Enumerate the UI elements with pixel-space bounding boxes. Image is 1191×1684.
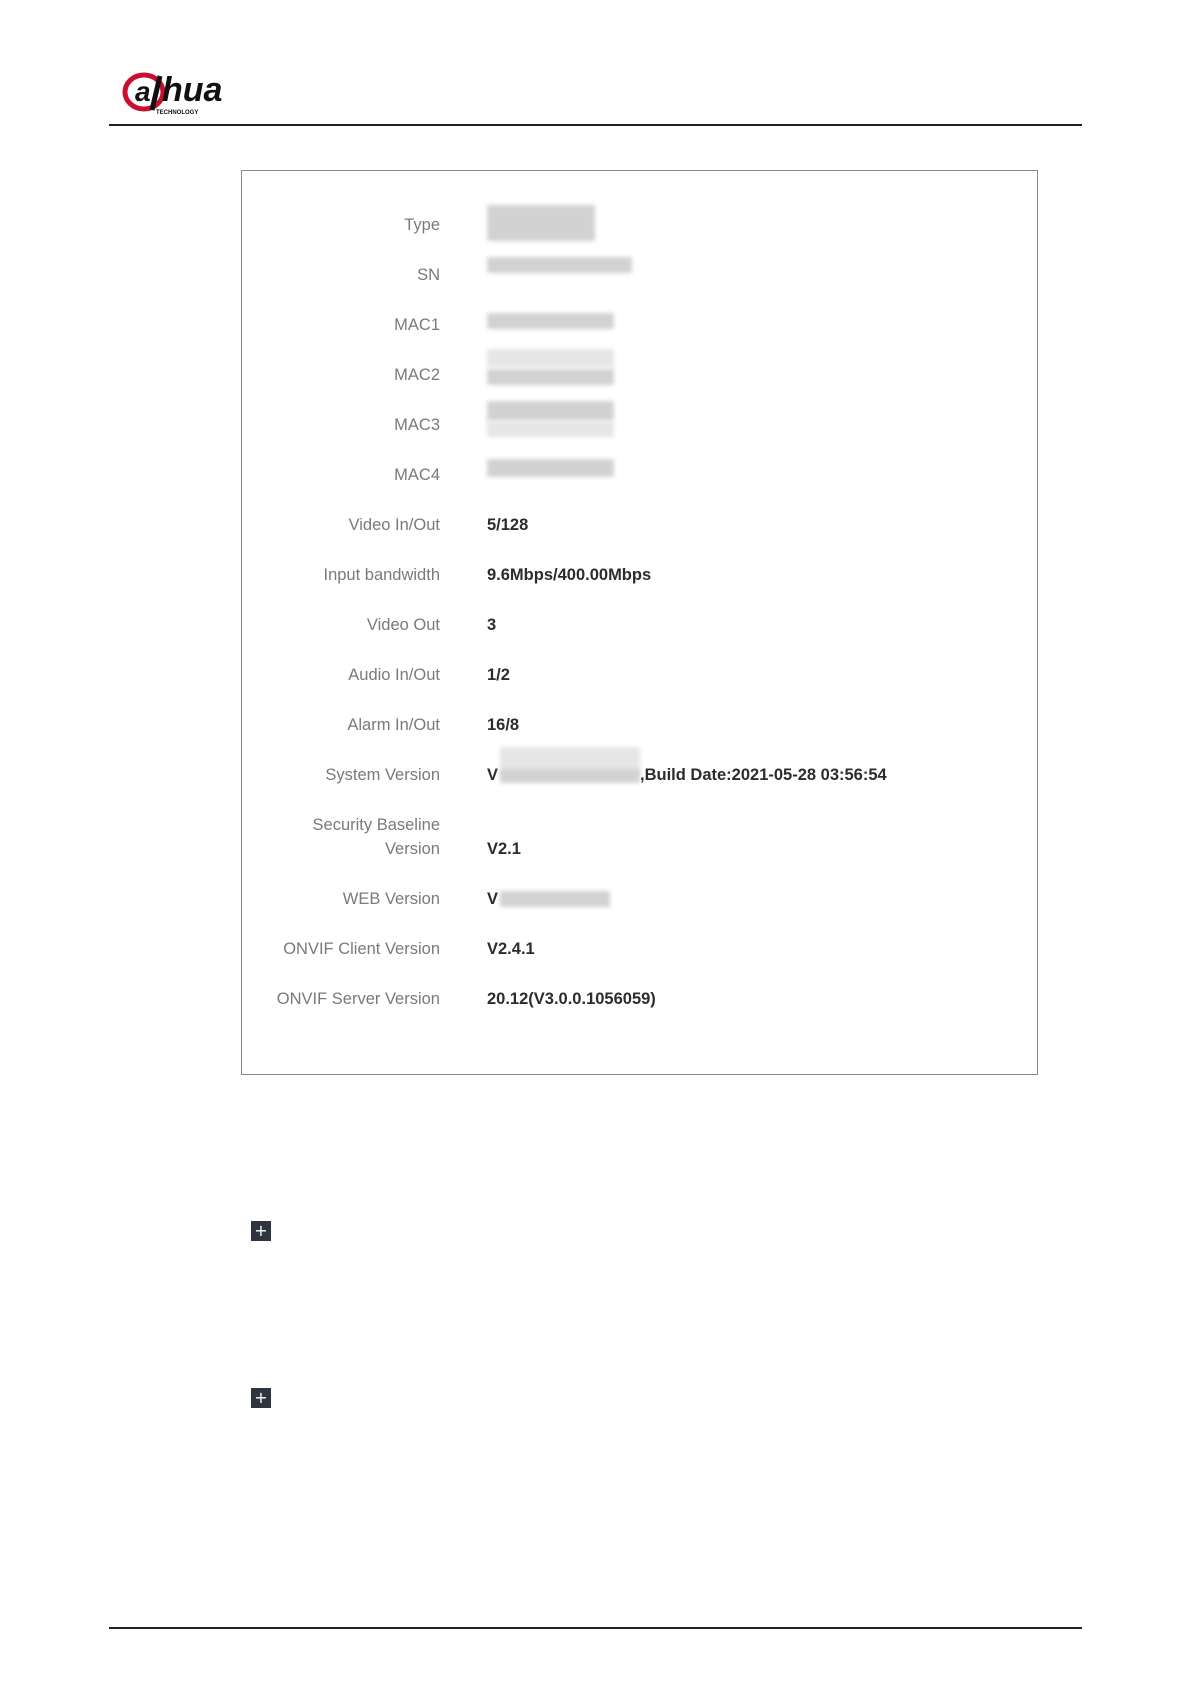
mac3-label: MAC3 xyxy=(394,416,440,434)
sn-label: SN xyxy=(417,266,440,284)
video-in-out-value: 5/128 xyxy=(487,516,529,534)
input-bandwidth-label: Input bandwidth xyxy=(323,566,440,584)
onvif-server-label: ONVIF Server Version xyxy=(276,990,440,1008)
plus-icon[interactable]: + xyxy=(251,1388,271,1408)
svg-text:a: a xyxy=(135,76,151,107)
onvif-client-value: V2.4.1 xyxy=(487,940,535,958)
system-version-build-date: ,Build Date:2021-05-28 03:56:54 xyxy=(640,766,887,784)
mac3-value-redacted-bottom xyxy=(487,421,614,437)
system-version-redacted xyxy=(500,769,640,783)
video-out-label: Video Out xyxy=(366,616,440,634)
mac3-value-redacted xyxy=(487,401,614,421)
audio-in-out-value: 1/2 xyxy=(487,666,510,684)
sn-value-redacted xyxy=(487,257,632,273)
mac2-value-redacted-top xyxy=(487,349,614,367)
input-bandwidth-value: 9.6Mbps/400.00Mbps xyxy=(487,566,652,584)
mac1-label: MAC1 xyxy=(394,316,440,334)
web-version-redacted xyxy=(500,891,610,907)
alarm-in-out-label: Alarm In/Out xyxy=(347,716,440,734)
video-in-out-label: Video In/Out xyxy=(348,516,440,534)
alarm-in-out-value: 16/8 xyxy=(487,716,520,734)
system-version-prefix: V xyxy=(487,766,499,784)
device-info-panel xyxy=(241,170,1038,1075)
mac4-value-redacted xyxy=(487,459,614,477)
mac2-label: MAC2 xyxy=(394,366,440,384)
audio-in-out-label: Audio In/Out xyxy=(348,666,440,684)
security-baseline-value: V2.1 xyxy=(487,840,521,858)
header-rule xyxy=(109,124,1082,126)
type-value-redacted xyxy=(487,205,595,241)
security-baseline-label-line1: Security Baseline xyxy=(312,816,440,834)
mac1-value-redacted xyxy=(487,313,614,329)
plus-icon[interactable]: + xyxy=(251,1221,271,1241)
web-version-label: WEB Version xyxy=(342,890,440,908)
video-out-value: 3 xyxy=(487,616,497,634)
type-label: Type xyxy=(404,216,440,234)
web-version-prefix: V xyxy=(487,890,499,908)
onvif-server-value: 20.12(V3.0.0.1056059) xyxy=(487,990,656,1008)
mac2-value-redacted xyxy=(487,369,614,385)
mac4-label: MAC4 xyxy=(394,466,440,484)
system-version-label: System Version xyxy=(325,766,440,784)
security-baseline-label-line2: Version xyxy=(384,840,440,858)
footer-rule xyxy=(109,1627,1082,1629)
onvif-client-label: ONVIF Client Version xyxy=(283,940,440,958)
dahua-logo xyxy=(122,70,262,120)
svg-text:TECHNOLOGY: TECHNOLOGY xyxy=(156,110,199,116)
svg-text:hua: hua xyxy=(162,71,223,109)
